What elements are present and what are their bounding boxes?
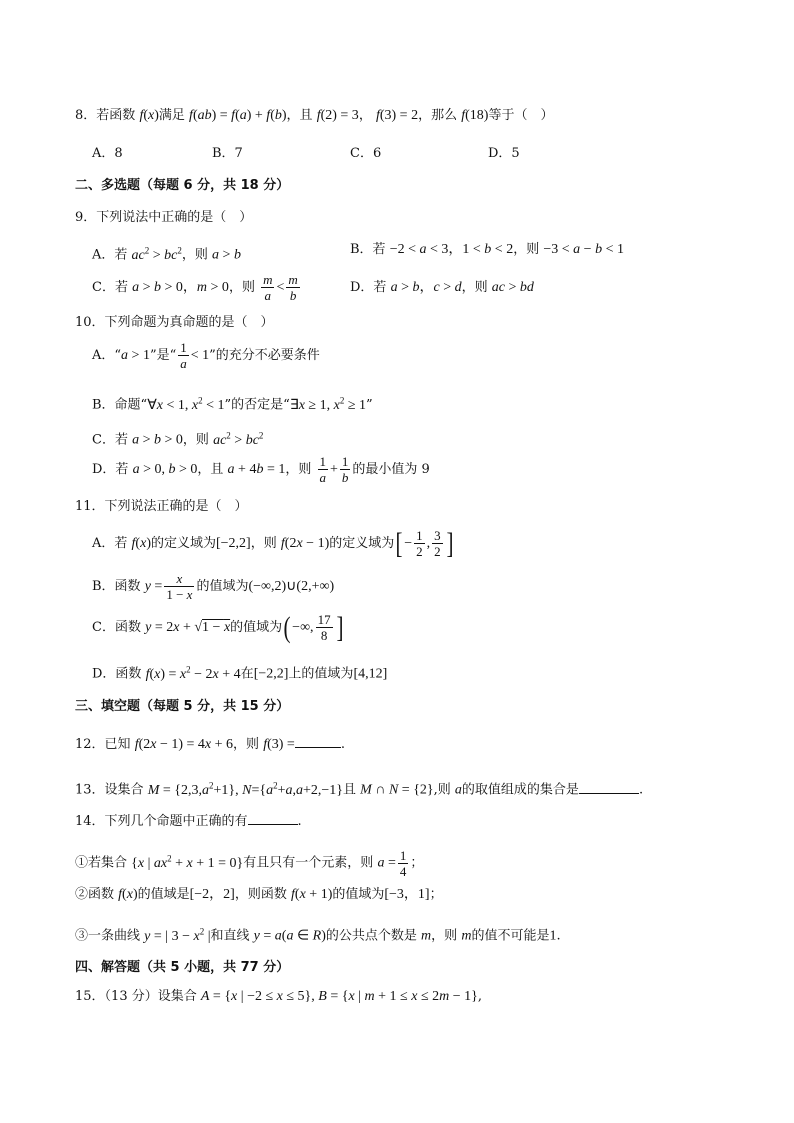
question-13: 13．设集合 $M = \{2,3,a^2+1\}$, $N=\{a^2+a,a+2,-1\}$且 M ∩ N = {2},则 a的取值组成的集合是 . [75, 780, 644, 798]
option-b: B．命题“∀x < 1, $x^2 < 1$”的否定是“∃x ≥ 1, $x^2 \ge 1$” [92, 395, 373, 413]
text: ，则 [228, 280, 255, 295]
text: 的值域为 [230, 620, 283, 635]
question-8: 8．若函数 f(x)满足 f(ab) = f(a) + f(b)，且 f(2) = 3， f(3) = 2，那么 f(18)等于（ ） [75, 108, 554, 123]
text: ，且 [197, 462, 224, 477]
option-d: D．5 [488, 146, 520, 161]
text: ”是“ [149, 348, 177, 363]
text: . [638, 782, 644, 798]
text: B．命题“ [92, 397, 148, 413]
text: ，则 [182, 432, 209, 448]
statement-3: ③一条曲线 y = | $3 - x^2$ |和直线 y = a(a ∈ R)的公共点个数是 m，则 m的值不可能是1. [75, 926, 561, 944]
text: ； [410, 855, 424, 871]
text: ②函数 [75, 887, 115, 902]
text: 等于（ ） [488, 108, 554, 123]
text: 满足 [158, 108, 185, 123]
answer-blank[interactable] [295, 735, 341, 748]
option-c: C．函数 y = 2x + √1 − x的值域为( −∞, $\frac{17}{8}$ ] [92, 610, 344, 644]
text: 的定义域为 [150, 536, 216, 551]
text: ，则 [233, 737, 260, 752]
option-a: A．若 f(x)的定义域为[−2,2]，则 f(2x − 1)的定义域为[ − $\frac{1}{2}$ , $\frac{3}{2}$ ] [92, 526, 454, 560]
option-a: A．8 [92, 146, 123, 161]
text: C．若 [92, 280, 128, 295]
text: ，则 [250, 536, 277, 551]
option-c: C．若 a > b > 0，则 $ac^2 > bc^2$ [92, 430, 264, 448]
text: ，则 [431, 928, 458, 944]
text: ”的充分不必要条件 [209, 348, 320, 363]
text: ①若集合 [75, 855, 128, 871]
text: D．若 [92, 462, 129, 477]
question-12: 12．已知 f(2x − 1) = 4x + 6，则 f(3) = . [75, 737, 345, 752]
option-a: A．若 $ac^2 > bc^2$，则 a > b [92, 245, 241, 263]
option-c: C．6 [350, 146, 382, 161]
answer-blank[interactable] [248, 812, 298, 825]
option-d: D．若 a > 0, b > 0，且 a + 4b = 1，则 $\frac{1}{a}$ + $\frac{1}{b}$ 的最小值为 9 [92, 454, 430, 485]
section-heading: 二、多选题（每题 6 分，共 18 分） [75, 178, 290, 193]
text: D．若 [350, 280, 387, 295]
text: , [477, 989, 483, 1004]
question-15: 15．（13 分）设集合 A = {x | −2 ≤ x ≤ 5}, B = {x | m + 1 ≤ x ≤ 2m − 1}, [75, 989, 483, 1004]
option-c: C．若 a > b > 0，m > 0，则 $\frac{m}{a}$ < $\frac{m}{b}$ [92, 272, 298, 303]
text: 14．下列几个命题中正确的有 [75, 814, 248, 829]
option-d: D．若 a > b，c > d，则 ac > bd [350, 280, 534, 295]
answer-blank[interactable] [579, 781, 639, 794]
text: ，那么 [418, 108, 458, 123]
text: . [556, 928, 561, 944]
question-9: 9．下列说法中正确的是（ ） [75, 210, 253, 225]
text: 的定义域为 [329, 536, 395, 551]
text: 上的值域为 [288, 666, 354, 682]
text: 的值域是 [137, 887, 190, 902]
statement-2: ②函数 f(x)的值域是[−2，2]，则函数 f(x + 1)的值域为[−3，1]； [75, 887, 443, 902]
text: ，则 [181, 247, 208, 263]
text: ，则函数 [234, 887, 287, 902]
text: A．若 [92, 247, 128, 263]
text: D．函数 [92, 666, 142, 682]
question-10: 10．下列命题为真命题的是（ ） [75, 315, 274, 330]
text: ③一条曲线 [75, 928, 141, 944]
section-heading: 三、填空题（每题 5 分，共 15 分） [75, 699, 290, 714]
text: 若函数 [96, 108, 136, 123]
option-a: A．“a > 1”是“ $\frac{1}{a}$ < 1”的充分不必要条件 [92, 340, 320, 371]
option-d: D．函数 $f(x) = x^2 - 2x + 4$在[−2,2]上的值域为[4,12] [92, 664, 388, 682]
text: A．若 [92, 536, 128, 551]
text: 的值不可能是 [471, 928, 550, 944]
text: 和直线 [210, 928, 250, 944]
text: 的最小值为 9 [352, 462, 430, 477]
option-b: B．函数 y = $\frac{x}{1 - x}$ 的值域为(−∞,2)∪(2,+∞) [92, 571, 335, 602]
text: 的值域为 [332, 887, 385, 902]
text: 15．（13 分）设集合 [75, 989, 197, 1004]
text: 的公共点个数是 [325, 928, 417, 944]
text: 的取值组成的集合是 [461, 782, 579, 798]
question-11: 11．下列说法正确的是（ ） [75, 499, 248, 514]
text: . [297, 814, 302, 829]
text: ， [358, 108, 372, 123]
text: A．“ [92, 348, 122, 363]
text: B．若 [350, 242, 386, 257]
text: 有且只有一个元素，则 [243, 855, 374, 871]
text: 12．已知 [75, 737, 131, 752]
option-b: B．若 −2 < a < 3，1 < b < 2，则 −3 < a − b < 1 [350, 242, 624, 257]
text: 13．设集合 [75, 782, 144, 798]
text: ； [429, 887, 443, 902]
text: C．若 [92, 432, 128, 448]
question-number: 8． [75, 108, 97, 123]
section-heading: 四、解答题（共 5 小题，共 77 分） [75, 960, 290, 975]
statement-1: ①若集合 {x | $ax^2 + x + 1 = 0$}有且只有一个元素，则 a = $\frac{1}{4}$ ； [75, 847, 424, 879]
question-14 [75, 812, 302, 832]
text: ，则 [513, 242, 540, 257]
text: ” [366, 397, 373, 413]
text: 且 [343, 782, 357, 798]
text: 的值域为 [196, 579, 249, 594]
text: 在 [240, 666, 254, 682]
option-b: B．7 [212, 146, 243, 161]
text: ,则 [433, 782, 451, 798]
text: . [340, 737, 345, 752]
text: ，则 [461, 280, 488, 295]
text: B．函数 [92, 579, 141, 594]
text: ”的否定是“ [224, 397, 290, 413]
text: ，且 [286, 108, 313, 123]
text: C．函数 [92, 620, 141, 635]
text: ，则 [285, 462, 312, 477]
